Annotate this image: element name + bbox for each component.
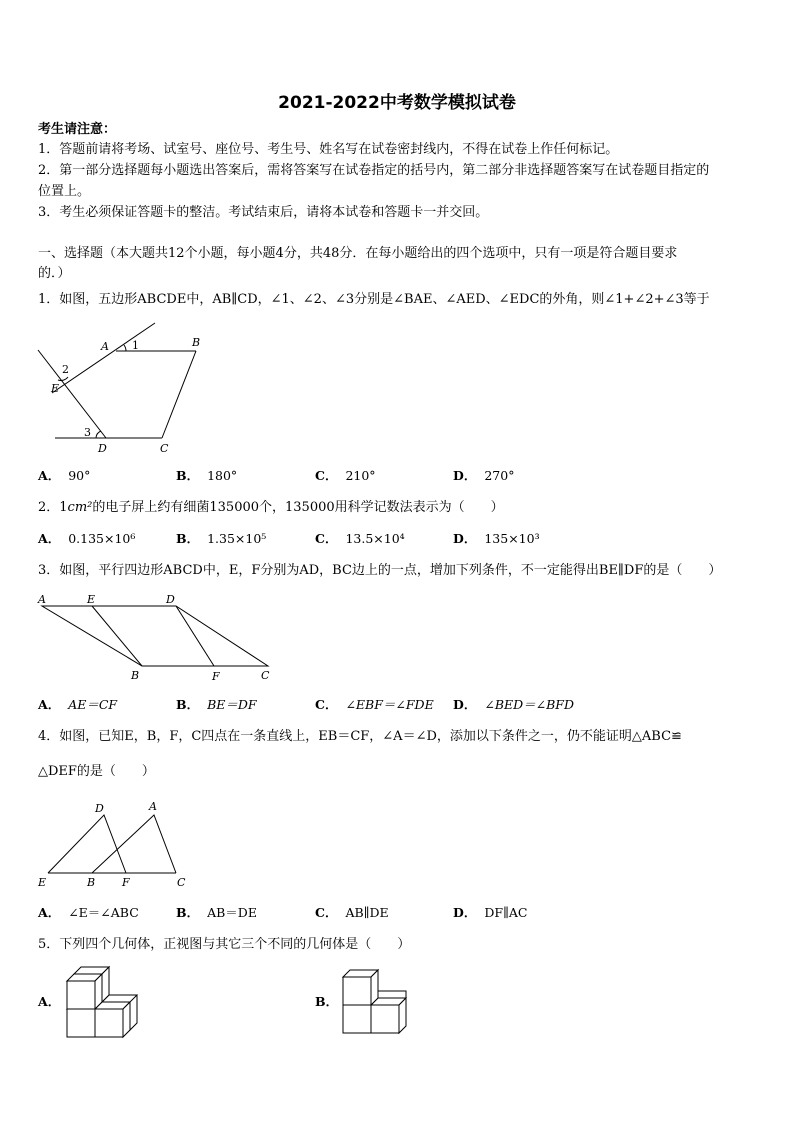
q5b-cube-2-front <box>371 1005 399 1033</box>
q1-label-angle-2: 2 <box>62 363 69 376</box>
notice-item-3: 3．考生必须保证答题卡的整洁。考试结束后，请将本试卷和答题卡一并交回。 <box>38 205 489 220</box>
q1-label-angle-3: 3 <box>84 426 91 439</box>
q3-stem: 3．如图，平行四边形ABCD中，E，F分别为AD，BC边上的一点，增加下列条件，不一定能得出BE∥DF的是（ ） <box>38 563 722 578</box>
q4-label-c: C <box>177 876 186 889</box>
q5-option-a[interactable]: A． <box>38 994 61 1009</box>
q3-label-a: A <box>38 593 46 606</box>
q2-stem: 2．1cm²的电子屏上约有细菌135000个，135000用科学记数法表示为（ ） <box>38 500 504 515</box>
q4-label-b: B <box>87 876 96 889</box>
q3-label-f: F <box>212 670 220 683</box>
q4-option-a[interactable]: A． ∠E＝∠ABC <box>38 905 139 920</box>
q4-label-d: D <box>95 802 104 815</box>
q3-label-c: C <box>261 669 270 682</box>
page-title: 2021-2022中考数学模拟试卷 <box>278 93 516 113</box>
section-heading-cont: 的．） <box>38 266 71 281</box>
q5-stem: 5．下列四个几何体，正视图与其它三个不同的几何体是（ ） <box>38 937 411 952</box>
q3-label-b: B <box>131 669 140 682</box>
q1-label-a: A <box>101 340 109 353</box>
q5b-cube-1-front <box>343 1005 371 1033</box>
q3-label-e: E <box>87 593 96 606</box>
q3-option-b[interactable]: B． BE＝DF <box>176 697 257 712</box>
q1-label-angle-1: 1 <box>132 339 139 352</box>
notice-item-1: 1．答题前请将考场、试室号、座位号、考生号、姓名写在试卷密封线内，不得在试卷上作任何标记。 <box>38 142 619 157</box>
q3-label-d: D <box>166 593 175 606</box>
q4-label-f: F <box>122 876 130 889</box>
q4-label-e: E <box>38 876 47 889</box>
q4-option-d[interactable]: D． DF∥AC <box>453 905 528 920</box>
q1-option-a[interactable]: A． 90° <box>38 468 91 483</box>
q1-option-d[interactable]: D． 270° <box>453 468 515 483</box>
q1-label-e: E <box>51 382 60 395</box>
notice-item-2-cont: 位置上。 <box>38 184 91 199</box>
q2-option-b[interactable]: B． 1.35×10⁵ <box>176 531 267 546</box>
q3-option-d[interactable]: D． ∠BED＝∠BFD <box>453 697 575 712</box>
q4-label-a: A <box>149 800 157 813</box>
q5b-cube-3-top <box>378 991 406 998</box>
q5b-cube-4-side <box>371 970 378 1005</box>
q4-option-b[interactable]: B． AB＝DE <box>176 905 257 920</box>
notice-item-2: 2．第一部分选择题每小题选出答案后，需将答案写在试卷指定的括号内，第二部分非选择题答案写在试卷题目指定的 <box>38 163 710 178</box>
q3-option-a[interactable]: A． AE＝CF <box>38 697 118 712</box>
q5b-cube-4-front <box>343 977 371 1005</box>
section-heading: 一、选择题（本大题共12个小题，每小题4分，共48分．在每小题给出的四个选项中，只有一项是符合题目要求 <box>38 246 678 261</box>
q1-option-b[interactable]: B． 180° <box>176 468 238 483</box>
q5-option-b[interactable]: B． <box>315 994 339 1009</box>
q4-stem-cont: △DEF的是（ ） <box>38 764 155 779</box>
q2-option-d[interactable]: D． 135×10³ <box>453 531 540 546</box>
q1-option-c[interactable]: C． 210° <box>315 468 376 483</box>
q1-label-c: C <box>160 442 169 455</box>
q2-option-a[interactable]: A． 0.135×10⁶ <box>38 531 136 546</box>
q1-stem: 1．如图，五边形ABCDE中，AB∥CD，∠1、∠2、∠3分别是∠BAE、∠AED、∠EDC的外角，则∠1+∠2+∠3等于 <box>38 292 710 307</box>
q3-option-c[interactable]: C． ∠EBF＝∠FDE <box>315 697 434 712</box>
q1-label-b: B <box>192 336 201 349</box>
q5b-cube-2-side <box>399 998 406 1033</box>
notice-heading: 考生请注意： <box>38 122 117 137</box>
q1-label-d: D <box>98 442 107 455</box>
q2-option-c[interactable]: C． 13.5×10⁴ <box>315 531 405 546</box>
q4-option-c[interactable]: C． AB∥DE <box>315 905 389 920</box>
q4-stem: 4．如图，已知E，B，F，C四点在一条直线上，EB＝CF，∠A＝∠D，添加以下条件之一，仍不能证明△ABC≌ <box>38 729 682 744</box>
